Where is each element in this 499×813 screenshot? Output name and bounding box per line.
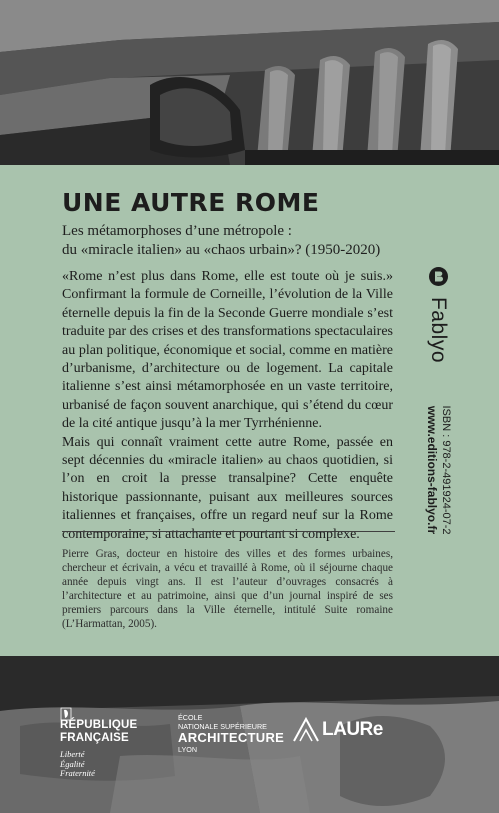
motto-egalite: Égalité bbox=[60, 758, 85, 769]
laure-logo: LAURe bbox=[322, 719, 383, 740]
laure-lab-mark-icon bbox=[292, 717, 320, 743]
republique-line-1: RÉPUBLIQUE bbox=[60, 719, 138, 731]
author-bio: Pierre Gras, docteur en histoire des villes et des formes urbaines, chercheur et écrivain, a vécu et travaillé à Rome, où il séjourne chaque année depuis vingt ans. Il est l’auteur d’ouvrages consacrés à l’architecture et au patrimoine, ainsi que d’un journal inspiré de ses premiers parcours dans la Ville éternelle, intitulé Suite romaine (L’Harmattan, 2005). bbox=[62, 548, 393, 630]
ensa-line-3: ARCHITECTURE bbox=[178, 730, 285, 745]
isbn-number: ISBN : 978-2-491924-07-2 bbox=[440, 405, 452, 535]
stone-relief-illustration bbox=[0, 0, 499, 165]
publisher-name: Fablyo bbox=[427, 296, 450, 364]
book-title: UNE AUTRE ROME bbox=[62, 188, 320, 217]
motto-fraternite: Fraternité bbox=[60, 768, 95, 778]
cover-photo-top bbox=[0, 0, 499, 165]
subtitle-line-1: Les métamorphoses d’une métropole : bbox=[62, 223, 292, 239]
summary-paragraph-1: «Rome n’est plus dans Rome, elle est toute où je suis.» Confirmant la formule de Corneille, l’évolution de la Ville éternelle depuis la fin de la Seconde Guerre mondiale s’est traduite par des crises et des transformations spectaculaires au plan politique, économique et social, comme en matière d’urbanisme, d’architecture ou de logement. La capitale italienne s’est ainsi métamorphosée en un vaste territoire, urbanisé de façon souvent anarchique, qui s’étend du cœur de la cité antique jusqu’à la mer Tyrrhénienne. bbox=[62, 269, 393, 432]
motto-liberte: Liberté bbox=[60, 749, 85, 759]
ensa-lyon-logo bbox=[178, 713, 284, 754]
publisher-logo-icon bbox=[429, 267, 448, 286]
summary-paragraph-2: Mais qui connaît vraiment cette autre Rome, passée en sept décennies du «miracle italien» au chaos quotidien, si l’on en croit la presse transalpine? Cette enquête historique passionnante, puisant aux meilleures sources italiennes et françaises, offre un regard neuf sur la Rome contemporaine, si attachante et pourtant si complexe. bbox=[62, 434, 393, 542]
republique-line-2: FRANÇAISE bbox=[60, 732, 129, 744]
ensa-line-1: ÉCOLE bbox=[178, 713, 203, 722]
ensa-line-4: LYON bbox=[178, 745, 198, 754]
subtitle-line-2: du «miracle italien» au «chaos urbain»? (1950-2020) bbox=[62, 242, 381, 258]
publisher-website: www.editions-fablyo.fr bbox=[425, 405, 439, 535]
book-subtitle bbox=[62, 222, 422, 260]
ensa-line-2: NATIONALE SUPÉRIEURE bbox=[178, 722, 267, 731]
book-summary bbox=[62, 268, 393, 544]
republique-motto bbox=[60, 750, 95, 779]
section-divider bbox=[62, 531, 395, 532]
